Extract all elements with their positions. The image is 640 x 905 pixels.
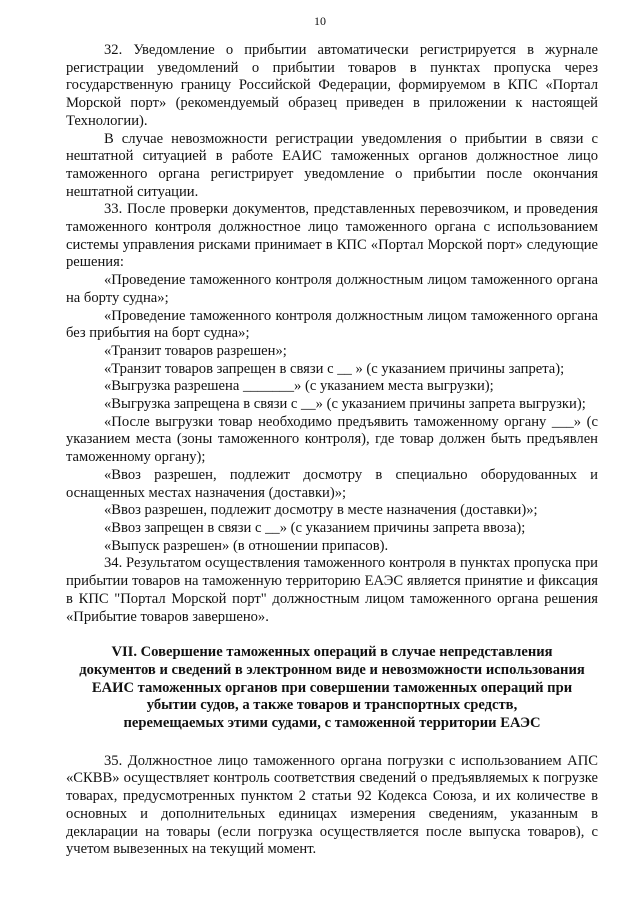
section-heading	[66, 644, 598, 733]
decision-item: «Проведение таможенного контроля должностным лицом таможенного органа без прибытия на борт судна»;	[66, 307, 598, 342]
page-number: 10	[314, 14, 326, 28]
decision-item: «После выгрузки товар необходимо предъявить таможенному органу ___» (с указанием места (зоны таможенного контроля), где товар должен быть предъявлен таможенному органу);	[66, 413, 598, 466]
paragraph-34: 34. Результатом осуществления таможенного контроля в пунктах пропуска при прибытии товаров на таможенную территорию ЕАЭС является принятие и фиксация в КПС "Портал Морской порт" должностным лицом таможенного органа решения «Прибытие товаров завершено».	[66, 555, 598, 625]
paragraph-32: 32. Уведомление о прибытии автоматически регистрируется в журнале регистрации уведомлений о прибытии товаров в пунктах пропуска через государственную границу Российской Федерации, формируемом в КПС «Портал Морской порт» (рекомендуемый образец приведен в приложении к настоящей Технологии).	[66, 42, 598, 129]
heading-line: документов и сведений в электронном виде и невозможности использования	[79, 661, 585, 678]
heading-line: VII. Совершение таможенных операций в случае непредставления	[111, 644, 553, 661]
decision-item: «Выгрузка разрешена _______» (с указанием места выгрузки);	[104, 378, 494, 395]
paragraph-35: 35. Должностное лицо таможенного органа погрузки с использованием АПС «СКВВ» осуществляет контроль соответствия сведений о предъявляемых к погрузке товарах, предусмотренных пунктом 2 статьи 92 Кодекса Союза, и их количестве в основных и дополнительных единицах измерения сведениям, указанным в декларации на товары (если погрузка осуществляется после выпуска товаров), с учетом вывезенных на текущий момент.	[66, 752, 598, 858]
heading-line: перемещаемых этими судами, с таможенной территории ЕАЭС	[123, 715, 541, 732]
decision-item: «Выпуск разрешен» (в отношении припасов).	[104, 537, 389, 554]
decision-item: «Проведение таможенного контроля должностным лицом таможенного органа на борту судна»;	[66, 272, 598, 306]
paragraph-33: 33. После проверки документов, представленных перевозчиком, и проведения таможенного контроля должностное лицо таможенного органа с использованием системы управления рисками принимает в КПС «Портал Морской порт» следующие решения:	[66, 201, 598, 271]
document-body	[66, 42, 598, 859]
heading-line: ЕАИС таможенных органов при совершении таможенных операций при	[91, 679, 573, 696]
paragraph-32-emergency: В случае невозможности регистрации уведомления о прибытии в связи с нештатной ситуацией в работе ЕАИС таможенных органов должностное лицо таможенного органа регистрирует уведомление о прибытии после окончания нештатной ситуации.	[66, 130, 598, 200]
decision-item: «Транзит товаров запрещен в связи с __ » (с указанием причины запрета);	[104, 360, 565, 377]
decision-item: «Транзит товаров разрешен»;	[104, 342, 287, 359]
decision-item: «Выгрузка запрещена в связи с __» (с указанием причины запрета выгрузки);	[104, 396, 586, 413]
heading-line: убытии судов, а также товаров и транспортных средств,	[146, 697, 518, 714]
decision-item: «Ввоз запрещен в связи с __» (с указанием причины запрета ввоза);	[104, 519, 526, 536]
decision-item: «Ввоз разрешен, подлежит досмотру в специально оборудованных и оснащенных местах назначения (доставки)»;	[66, 466, 598, 501]
decision-item: «Ввоз разрешен, подлежит досмотру в месте назначения (доставки)»;	[104, 502, 538, 519]
